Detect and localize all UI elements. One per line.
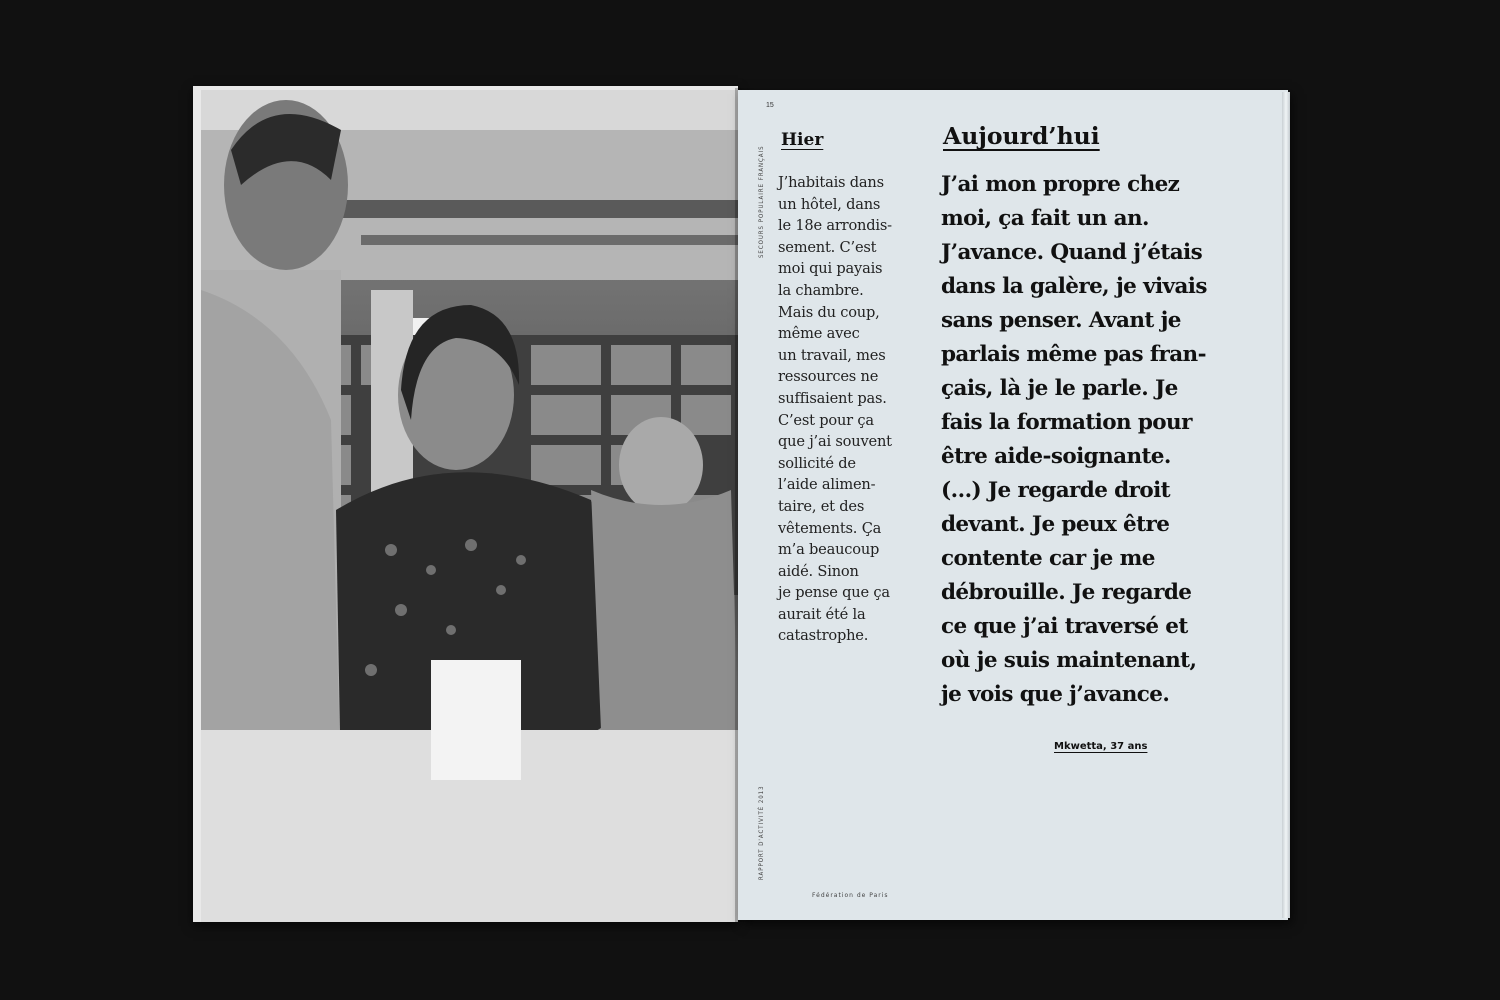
- page-edge: [1282, 92, 1290, 918]
- publication-label: SECOURS POPULAIRE FRANÇAIS: [758, 145, 765, 258]
- aujourdhui-paragraph: J’ai mon propre chez moi, ça fait un an. J’avance. Quand j’étais dans la galère, je vivais sans penser. Avant je parlais même pas fran- çais, là je le parle. Je fais la formation pour être aide-soignante. (…) Je regarde droit devant. Je peux être contente car je me débrouille. Je regarde ce que j’ai traversé et où je suis maintenant, je vois que j’avance.: [941, 172, 1207, 707]
- black-and-white-photo: [201, 90, 738, 922]
- footer-label: Fédération de Paris: [812, 892, 889, 899]
- hier-heading: Hier: [781, 130, 824, 150]
- report-label: RAPPORT D'ACTIVITÉ 2013: [758, 785, 765, 880]
- photo-illustration: [201, 90, 738, 922]
- page-number: 15: [766, 102, 774, 109]
- quote-attribution: Mkwetta, 37 ans: [1054, 741, 1148, 752]
- hier-paragraph: J’habitais dans un hôtel, dans le 18e arrondis- sement. C’est moi qui payais la chambre. Mais du coup, même avec un travail, mes ressources ne suffisaient pas. C’est pour ça que j’ai souvent sollicité de l’aide alimen- taire, et des vêtements. Ça m’a beaucoup aidé. Sinon je pense que ça aurait été la catastrophe.: [778, 174, 892, 645]
- aujourdhui-heading: Aujourd’hui: [943, 122, 1100, 150]
- right-page: [738, 90, 1288, 920]
- left-page: [193, 86, 738, 922]
